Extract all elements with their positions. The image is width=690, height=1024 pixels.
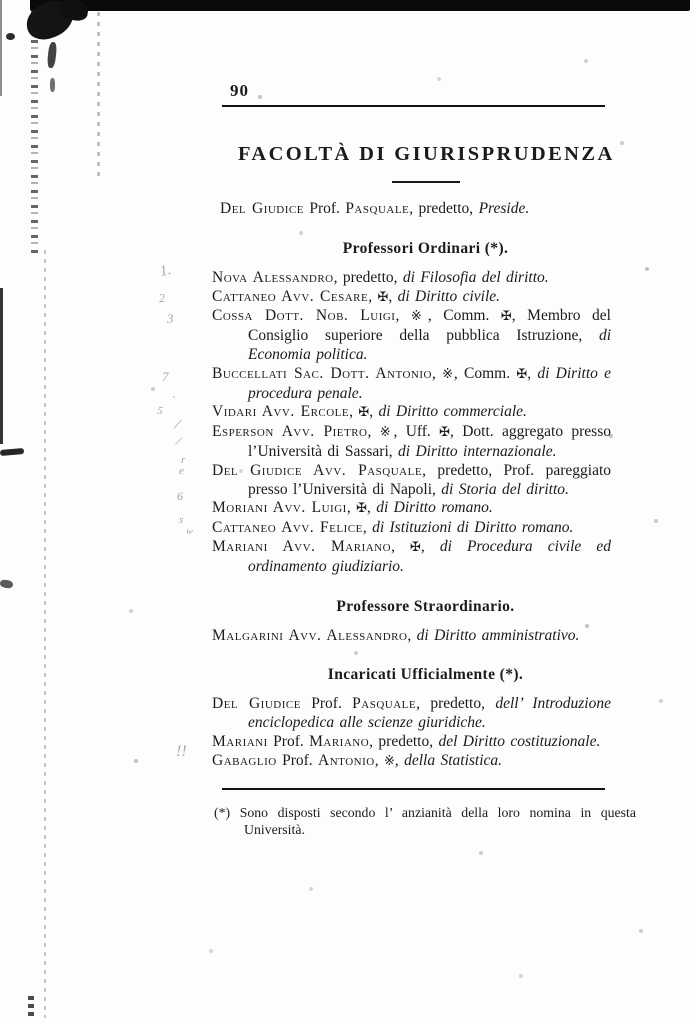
page-edge-shadow <box>0 288 3 444</box>
professor-entry <box>212 403 611 423</box>
decoration-cross-icon: ✠ <box>410 539 421 555</box>
person-name: Nova Alessandro <box>212 268 334 286</box>
entry-list <box>212 269 611 577</box>
entry-text: , <box>407 626 417 644</box>
decoration-cross-icon: ✠ <box>377 289 389 305</box>
ink-blotch <box>6 33 15 40</box>
entry-text: , <box>349 403 359 421</box>
pencil-mark: 7 <box>162 369 169 384</box>
subject-title: di Diritto romano. <box>376 499 493 517</box>
pencil-mark: 2 <box>158 290 166 306</box>
decoration-cross-icon: ✠ <box>356 501 367 517</box>
pencil-mark: e <box>178 464 185 478</box>
entry-text: , <box>388 287 398 305</box>
footnote <box>214 804 636 839</box>
professor-entry <box>212 499 611 519</box>
page-content <box>212 81 637 839</box>
section-professori-ordinari <box>212 240 611 577</box>
person-name: Pasquale <box>345 200 410 217</box>
pencil-mark: 1. <box>158 262 173 281</box>
entry-text: , <box>432 364 443 382</box>
decoration-cross-icon: ✠ <box>358 405 370 421</box>
decoration-star-icon: ※ <box>383 753 395 769</box>
pencil-mark: w <box>185 525 194 538</box>
person-name: Esperson Avv. Pietro <box>212 423 368 441</box>
scan-artifact-bottom <box>28 996 34 1020</box>
person-name: Mariani <box>212 732 268 750</box>
decoration-star-icon: ※ <box>379 425 394 441</box>
title-rule <box>392 181 460 183</box>
section-professore-straordinario <box>212 598 611 646</box>
professor-entry <box>212 365 611 404</box>
scan-streak <box>97 12 100 182</box>
subject-title: di Diritto civile. <box>397 287 501 305</box>
pencil-mark: · <box>172 389 176 404</box>
entry-text: , <box>366 499 377 517</box>
person-name: Malgarini Avv. Alessandro <box>212 626 408 644</box>
subject-title: del Diritto costituzionale. <box>438 732 601 750</box>
entry-text: Prof. <box>276 751 319 769</box>
entry-text: , <box>420 537 440 555</box>
entry-text: , <box>394 751 405 769</box>
subject-title: dell’ Introduzione enciclopedica alle scienze giuridiche. <box>248 695 611 732</box>
decoration-star-icon: ※ <box>410 309 428 325</box>
professor-entry <box>212 269 611 288</box>
entry-text: , Uff. <box>393 423 440 441</box>
section-heading: Professore Straordinario. <box>336 597 515 615</box>
entry-text: , <box>527 364 538 382</box>
pencil-mark: 6 <box>177 489 183 503</box>
subject-title: di Diritto amministrativo. <box>416 626 580 644</box>
decoration-cross-icon: ✠ <box>439 425 451 441</box>
professor-entry <box>212 627 611 646</box>
entry-list <box>212 627 611 646</box>
section-heading: Incaricati Ufficialmente (*). <box>327 666 524 684</box>
entry-text: Prof. <box>303 200 346 217</box>
person-name: Moriani Avv. Luigi <box>212 499 347 517</box>
professor-entry <box>212 423 611 462</box>
section-heading: Professori Ordinari (*). <box>342 239 509 257</box>
entry-text: , Comm. <box>427 307 501 325</box>
margin-smudge <box>0 448 24 456</box>
entry-text: , <box>367 423 380 441</box>
professor-entry <box>212 519 611 538</box>
margin-smudge <box>0 579 14 589</box>
person-name: Antonio <box>318 751 375 769</box>
entry-text: , predetto, <box>416 695 496 713</box>
subject-title: di Filosofia del diritto. <box>402 268 549 286</box>
pencil-mark: 3 <box>167 311 174 326</box>
entry-text: , predetto, Prof. pareggiato presso l’Università di Napoli, <box>248 461 612 498</box>
subject-title: di Storia del diritto. <box>441 480 569 498</box>
person-name: Del Giudice <box>220 200 304 217</box>
subject-title: di Diritto commerciale. <box>378 403 527 421</box>
binding-crease-line <box>44 250 46 1018</box>
section-incaricati-ufficialmente <box>212 666 611 771</box>
scan-streak <box>31 10 38 255</box>
decoration-star-icon: ※ <box>442 366 454 382</box>
entry-text: , <box>391 537 410 555</box>
footnote-rule <box>222 788 605 790</box>
pencil-mark: s <box>177 513 185 527</box>
footnote-text: Sono disposti secondo l’ anzianità della loro nomina in questa Università. <box>239 804 637 838</box>
pencil-mark: / <box>173 416 182 434</box>
person-name: Pasquale <box>352 695 417 713</box>
decoration-cross-icon: ✠ <box>500 309 512 325</box>
professor-entry <box>212 695 611 733</box>
pencil-mark: 5 <box>156 404 164 418</box>
pencil-mark: / <box>174 432 184 449</box>
person-name: Cattaneo Avv. Cesare <box>212 287 369 305</box>
professor-entry <box>212 462 611 500</box>
professor-entry <box>212 307 611 364</box>
subject-title: di Economia politica. <box>248 327 611 363</box>
professor-entry <box>212 733 611 752</box>
person-name: Del Giudice <box>212 695 301 713</box>
entry-text: Prof. <box>267 732 310 750</box>
entry-text: , predetto, <box>333 268 403 286</box>
pencil-mark: r <box>181 454 186 466</box>
person-name: Cossa Dott. Nob. Luigi <box>212 307 396 325</box>
person-name: Buccellati Sac. Dott. Antonio <box>212 364 432 382</box>
subject-title: di Istituzioni di Diritto romano. <box>372 519 574 537</box>
entry-text: , <box>374 751 384 769</box>
professor-entry <box>212 288 611 308</box>
subject-title: di Diritto e procedura penale. <box>248 364 612 402</box>
person-name: Mariano <box>309 732 370 750</box>
scan-noise-speckles <box>0 0 2 2</box>
professor-entry <box>212 752 611 772</box>
entry-text: , Comm. <box>453 364 517 382</box>
entry-text: , predetto, <box>369 732 439 750</box>
decoration-cross-icon: ✠ <box>516 366 528 382</box>
professor-entry <box>212 538 611 577</box>
entry-text: , predetto, <box>409 200 479 217</box>
page-title: FACOLTÀ DI GIURISPRUDENZA <box>238 143 615 165</box>
person-name: Vidari Avv. Ercole <box>212 403 350 421</box>
entry-text: , <box>395 307 411 325</box>
header-rule <box>222 105 605 107</box>
entry-text: , Dott. aggregato presso l’Università di Sassari, <box>248 423 611 460</box>
person-name: Cattaneo Avv. Felice <box>212 519 363 537</box>
subject-title: di Procedura civile ed ordinamento giudiziario. <box>248 537 611 575</box>
ink-blotch <box>47 42 58 69</box>
person-name: Gabaglio <box>212 751 277 769</box>
entry-text: , <box>362 519 373 537</box>
page-number: 90 <box>230 81 249 100</box>
ink-blotch <box>50 78 55 92</box>
pencil-mark: !! <box>176 743 187 760</box>
entry-text: , <box>368 287 378 305</box>
entry-text: , <box>346 499 357 517</box>
subject-title: Preside. <box>478 200 530 217</box>
scan-artifact-top-bar <box>30 0 690 11</box>
subject-title: di Diritto internazionale. <box>398 442 557 460</box>
footnote-marker: (*) <box>214 804 231 820</box>
entry-list <box>212 695 611 771</box>
entry-text: , <box>369 403 379 421</box>
person-name: Mariani Avv. Mariano <box>212 537 392 555</box>
entry-text: , Membro del Consiglio superiore della pubblica Istruzione, <box>248 307 611 345</box>
subject-title: della Statistica. <box>404 751 503 769</box>
person-name: Del Giudice Avv. Pasquale <box>212 461 423 479</box>
page-edge-shadow <box>0 0 2 96</box>
entry-text: Prof. <box>300 695 353 713</box>
dean-line <box>220 200 611 219</box>
